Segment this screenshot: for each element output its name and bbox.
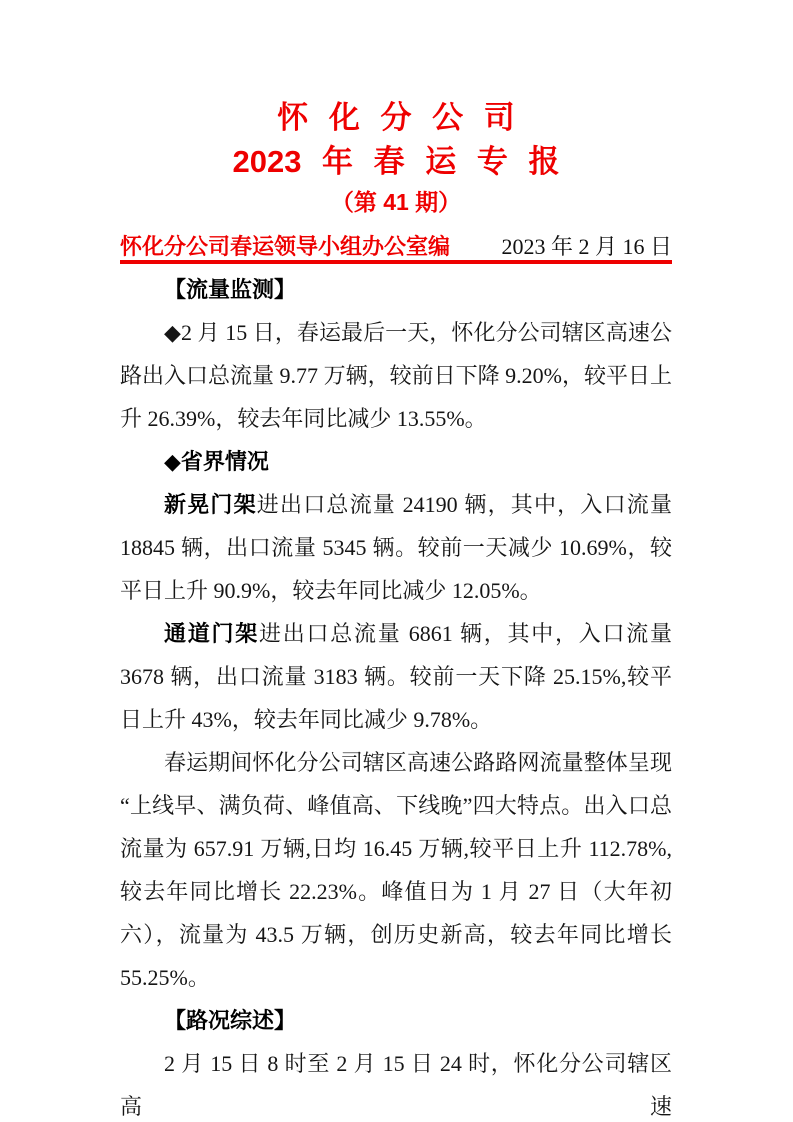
tongdao-gantry-text: 进出口总流量 6861 辆，其中，入口流量 3678 辆，出口流量 3183 辆。较前一天下降 25.15%,较平日上升 43%，较去年同比减少 9.78%。 [120,621,672,732]
paragraph-tongdao-gantry [120,612,672,741]
xinhuang-gantry-label: 新晃门架 [164,492,257,517]
document-header [120,96,672,264]
subsection-heading-province-border: ◆省界情况 [164,449,269,474]
document-body [120,268,672,1122]
editor-label: 怀化分公司春运领导小组办公室编 [120,234,451,259]
doc-title-line1: 怀 化 分 公 司 [277,100,515,135]
paragraph-spring-festival-summary: 春运期间怀化分公司辖区高速公路路网流量整体呈现“上线早、满负荷、峰值高、下线晚”四大特点。出入口总流量为 657.91 万辆,日均 16.45 万辆,较平日上升 112.78%,较去年同比增长 22.23%。峰值日为 1 月 27 日（大年初六），流量为 43.5 万辆，创历史新高，较去年同比增长 55.25%。 [120,750,672,990]
paragraph-xinhuang-gantry [120,483,672,612]
doc-date: 2023 年 2 月 16 日 [501,234,672,259]
doc-title-line2: 2023 年 春 运 专 报 [232,144,560,179]
paragraph-road-conditions: 2 月 15 日 8 时至 2 月 15 日 24 时，怀化分公司辖区高速 [120,1051,672,1119]
tongdao-gantry-label: 通道门架 [164,621,259,646]
xinhuang-gantry-text: 进出口总流量 24190 辆，其中，入口流量 18845 辆，出口流量 5345 辆。较前一天减少 10.69%，较平日上升 90.9%，较去年同比减少 12.05%。 [120,492,672,603]
issue-number: （第 41 期） [330,189,462,215]
section-heading-road-conditions: 【路况综述】 [164,1008,297,1033]
paragraph-daily-flow: ◆2 月 15 日，春运最后一天，怀化分公司辖区高速公路出入口总流量 9.77 万辆，较前日下降 9.20%，较平日上升 26.39%，较去年同比减少 13.55%。 [120,320,672,431]
section-heading-traffic-monitoring: 【流量监测】 [164,277,297,302]
editor-date-row [120,230,672,259]
